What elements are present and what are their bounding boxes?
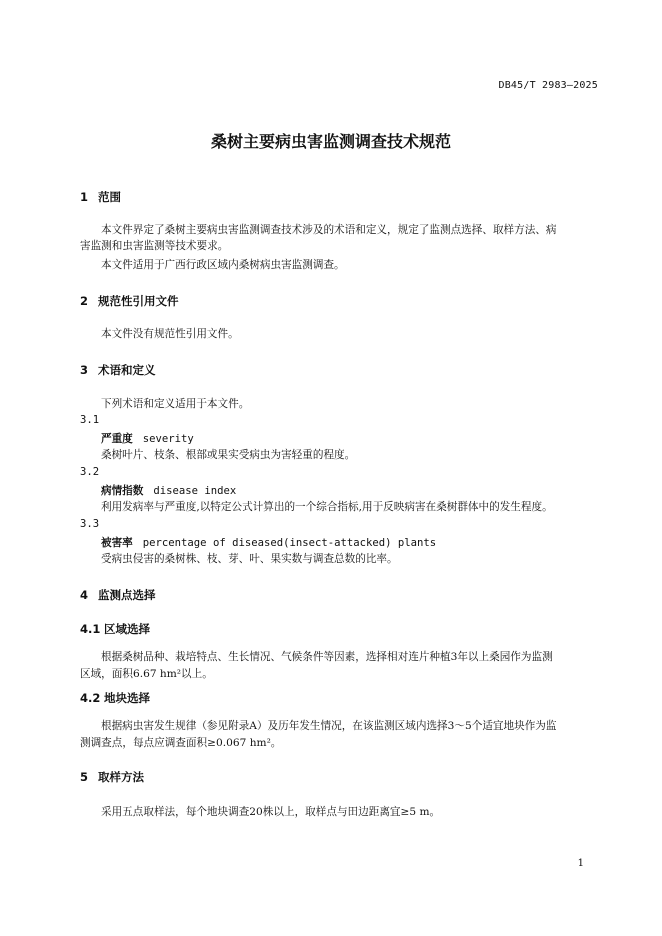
page-number: 1 bbox=[577, 858, 584, 869]
term-3-3-number: 3.3 bbox=[80, 518, 100, 530]
section-2-heading: 2 规范性引用文件 bbox=[80, 294, 179, 308]
standard-code: DB45/T 2983—2025 bbox=[498, 80, 598, 91]
section-2-paragraph: 本文件没有规范性引用文件。 bbox=[101, 328, 239, 340]
document-title: 桑树主要病虫害监测调查技术规范 bbox=[210, 132, 451, 151]
term-3-1-definition: 桑树叶片、枝条、根部或果实受病虫为害轻重的程度。 bbox=[101, 449, 356, 461]
section-4-heading: 4 监测点选择 bbox=[80, 588, 156, 602]
term-3-2: 病情指数 disease index bbox=[101, 485, 237, 497]
section-1-paragraph-2: 本文件适用于广西行政区域内桑树病虫害监测调查。 bbox=[101, 259, 345, 271]
subsection-4-2-line-1: 根据病虫害发生规律（参见附录A）及历年发生情况，在该监测区域内选择3～5个适宜地块作为监 bbox=[101, 720, 557, 732]
subsection-4-2-line-2: 测调查点，每点应调查面积≥0.067 hm²。 bbox=[80, 737, 282, 749]
subsection-4-1-line-2: 区域，面积6.67 hm²以上。 bbox=[80, 668, 213, 680]
term-3-1-number: 3.1 bbox=[80, 414, 100, 426]
subsection-4-1-line-1: 根据桑树品种、栽培特点、生长情况、气候条件等因素，选择相对连片种植3年以上桑园作为监测 bbox=[101, 651, 553, 663]
section-5-heading: 5 取样方法 bbox=[80, 770, 144, 784]
term-3-1: 严重度 severity bbox=[101, 433, 194, 445]
subsection-4-2-heading: 4.2 地块选择 bbox=[80, 691, 150, 705]
term-3-2-definition: 利用发病率与严重度,以特定公式计算出的一个综合指标,用于反映病害在桑树群体中的发生程度。 bbox=[101, 501, 553, 513]
section-1-paragraph-1-line-2: 害监测和虫害监测等技术要求。 bbox=[80, 240, 229, 252]
section-1-paragraph-1-line-1: 本文件界定了桑树主要病虫害监测调查技术涉及的术语和定义，规定了监测点选择、取样方法、病 bbox=[101, 224, 557, 236]
section-3-heading: 3 术语和定义 bbox=[80, 363, 156, 377]
term-3-3: 被害率 percentage of diseased(insect-attacked) plants bbox=[101, 537, 437, 549]
section-5-paragraph: 采用五点取样法，每个地块调查20株以上，取样点与田边距离宜≥5 m。 bbox=[101, 806, 441, 818]
section-3-intro: 下列术语和定义适用于本文件。 bbox=[101, 398, 250, 410]
subsection-4-1-heading: 4.1 区域选择 bbox=[80, 622, 150, 636]
term-3-2-number: 3.2 bbox=[80, 466, 100, 478]
section-1-heading: 1 范围 bbox=[80, 190, 121, 204]
term-3-3-definition: 受病虫侵害的桑树株、枝、芽、叶、果实数与调查总数的比率。 bbox=[101, 553, 398, 565]
